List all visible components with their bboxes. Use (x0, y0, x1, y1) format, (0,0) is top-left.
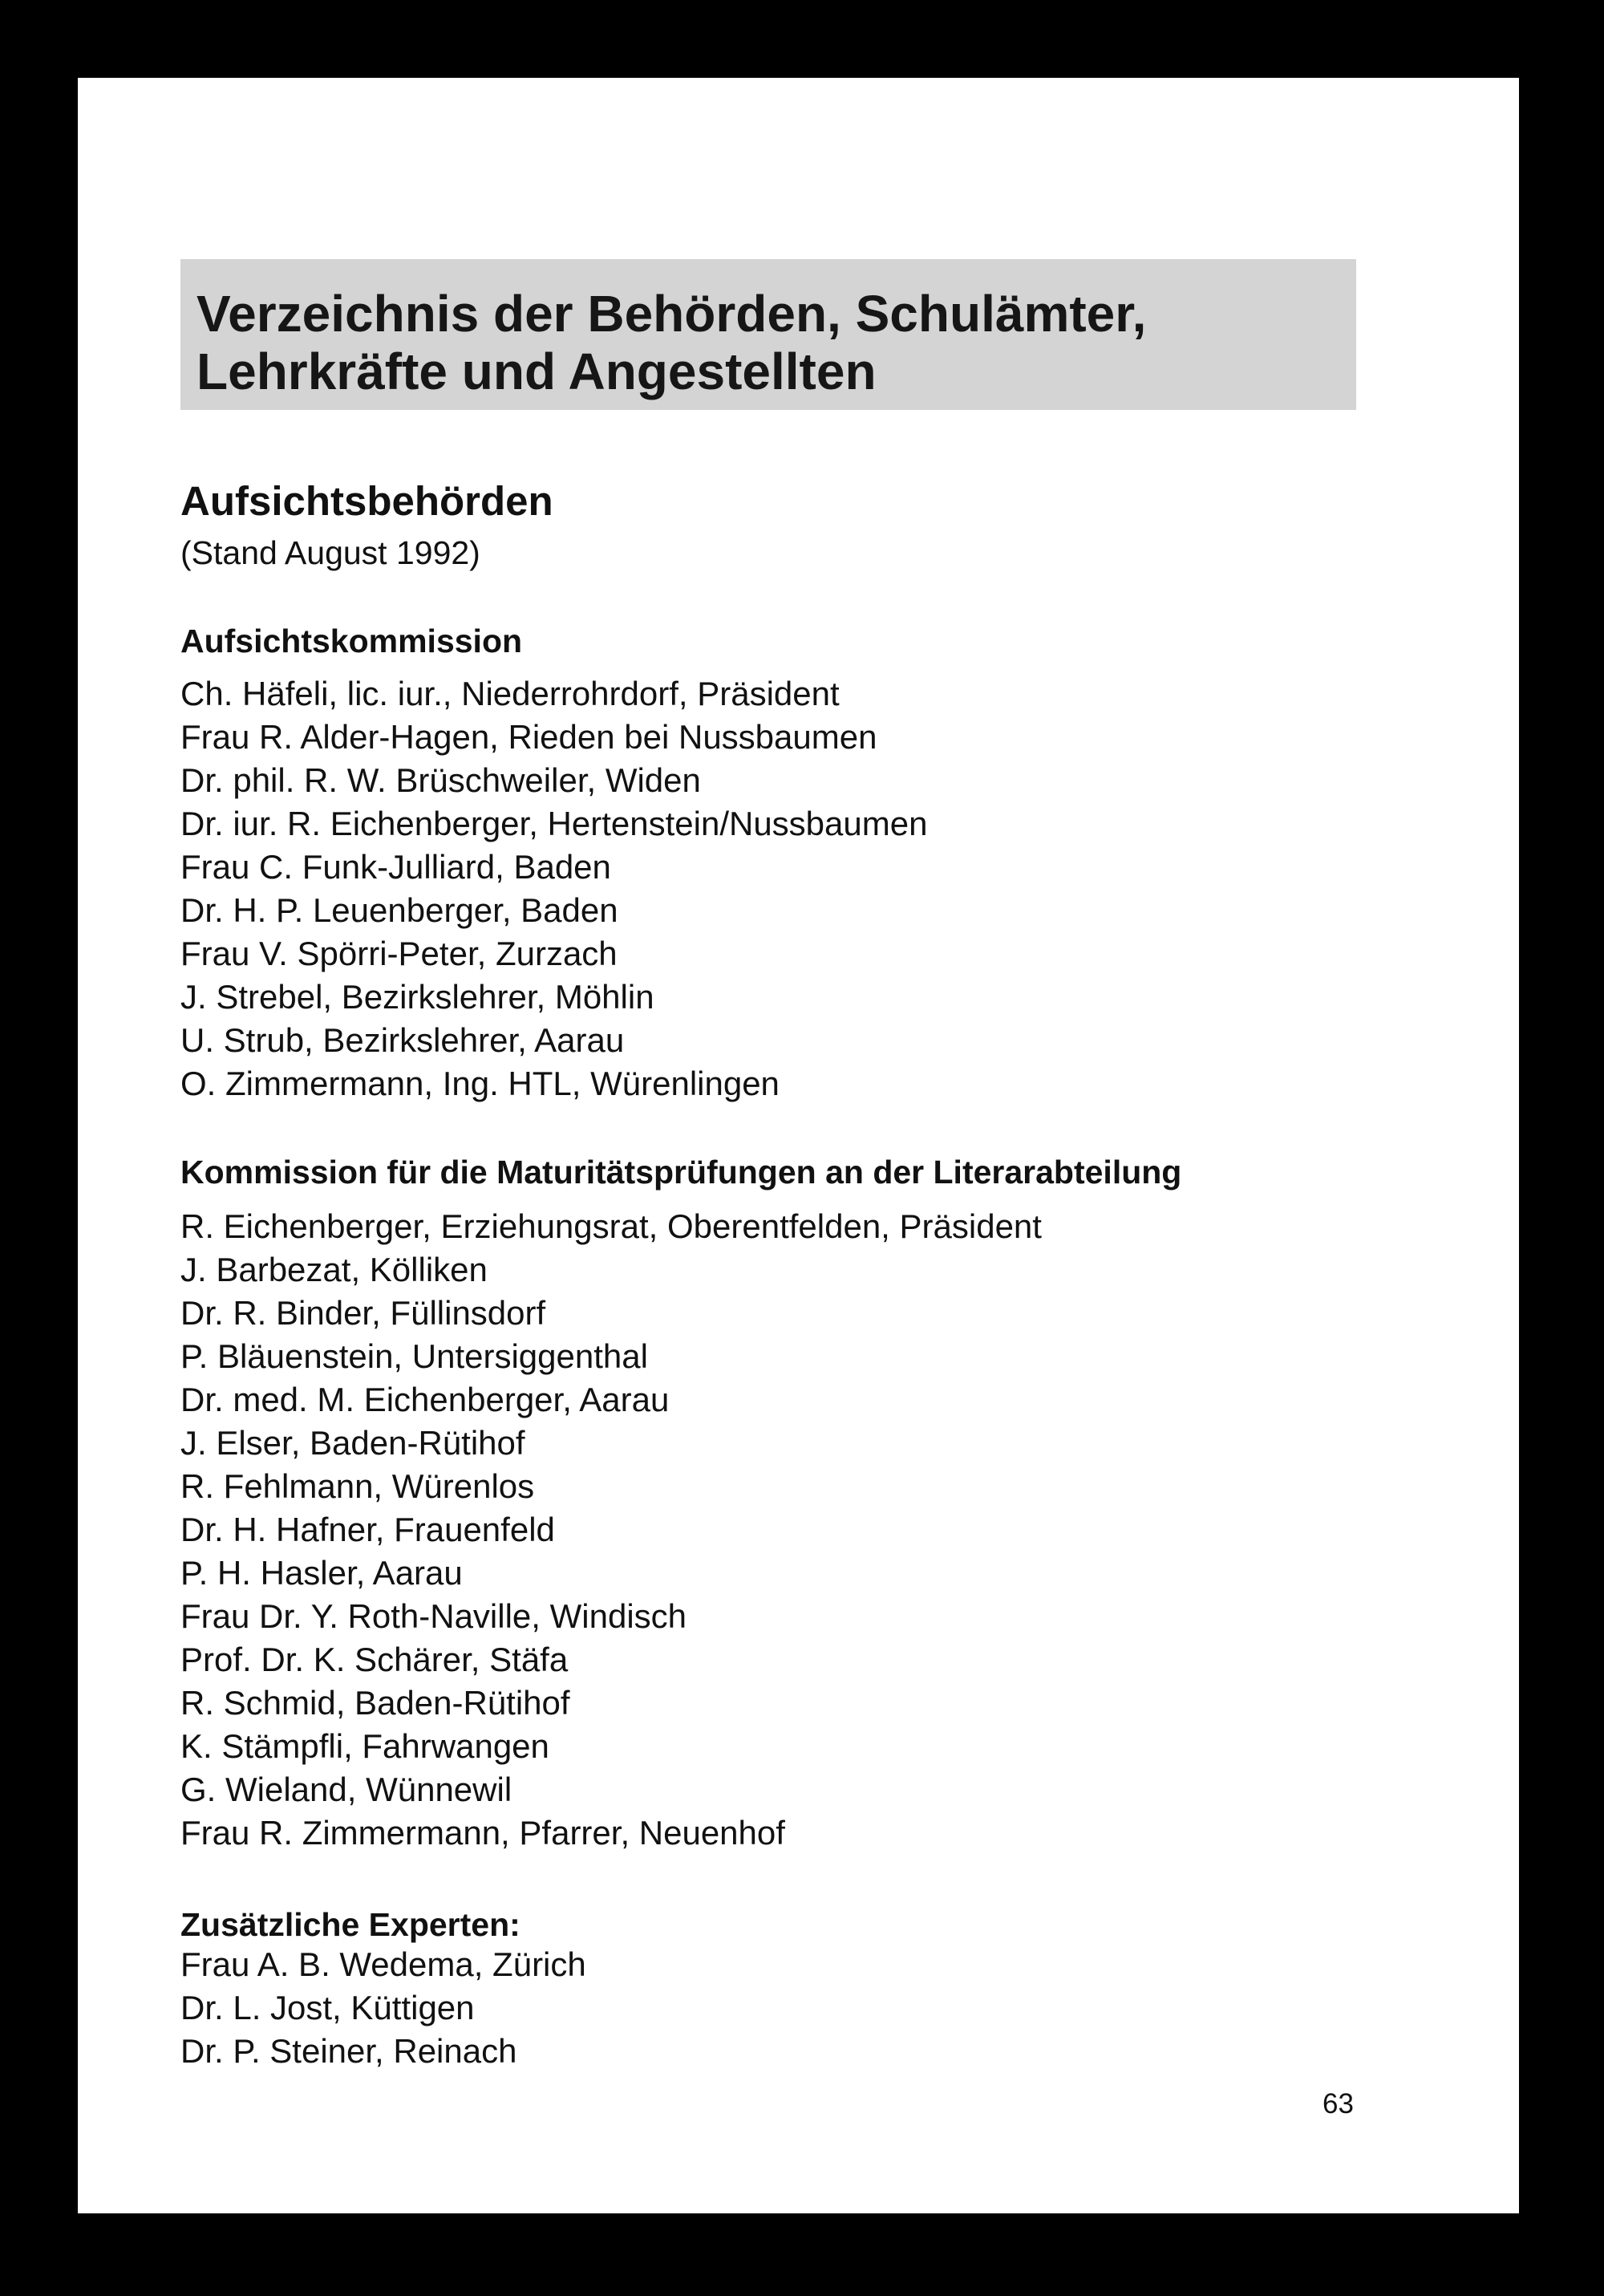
section-title-maturitaetspruefungen: Kommission für die Maturitätsprüfungen an der Literarabteilung (180, 1154, 1182, 1191)
section-title-zusaetzliche-experten: Zusätzliche Experten: (180, 1906, 520, 1943)
list-item: Frau C. Funk-Julliard, Baden (180, 848, 611, 886)
list-item: Frau R. Zimmermann, Pfarrer, Neuenhof (180, 1814, 785, 1852)
aufsichtskommission-list (180, 672, 927, 1105)
list-item: J. Elser, Baden-Rütihof (180, 1424, 525, 1462)
list-item: Ch. Häfeli, lic. iur., Niederrohrdorf, Präsident (180, 675, 840, 712)
list-item: R. Fehlmann, Würenlos (180, 1467, 535, 1505)
zusaetzliche-experten-list (180, 1943, 586, 2073)
list-item: Dr. P. Steiner, Reinach (180, 2032, 517, 2070)
maturitaetspruefungen-list (180, 1205, 1042, 1855)
heading-aufsichtsbehoerden: Aufsichtsbehörden (180, 478, 553, 524)
list-item: Prof. Dr. K. Schärer, Stäfa (180, 1641, 569, 1678)
list-item: J. Barbezat, Kölliken (180, 1251, 488, 1288)
list-item: Frau V. Spörri-Peter, Zurzach (180, 935, 618, 972)
list-item: G. Wieland, Wünnewil (180, 1771, 512, 1808)
list-item: Frau A. B. Wedema, Zürich (180, 1945, 586, 1983)
title-line-2: Lehrkräfte und Angestellten (196, 343, 877, 400)
list-item: R. Eichenberger, Erziehungsrat, Oberentfelden, Präsident (180, 1207, 1042, 1245)
list-item: Dr. H. P. Leuenberger, Baden (180, 891, 618, 929)
list-item: P. Bläuenstein, Untersiggenthal (180, 1337, 648, 1375)
document-page (78, 78, 1519, 2213)
list-item: O. Zimmermann, Ing. HTL, Würenlingen (180, 1065, 780, 1102)
list-item: Dr. L. Jost, Küttigen (180, 1989, 475, 2026)
list-item: Frau Dr. Y. Roth-Naville, Windisch (180, 1597, 687, 1635)
list-item: Dr. iur. R. Eichenberger, Hertenstein/Nussbaumen (180, 805, 928, 842)
list-item: Dr. med. M. Eichenberger, Aarau (180, 1381, 670, 1418)
list-item: U. Strub, Bezirkslehrer, Aarau (180, 1021, 625, 1059)
list-item: R. Schmid, Baden-Rütihof (180, 1684, 570, 1722)
section-title-aufsichtskommission: Aufsichtskommission (180, 623, 523, 659)
list-item: Dr. R. Binder, Füllinsdorf (180, 1294, 546, 1332)
subheading-stand: (Stand August 1992) (180, 534, 480, 571)
list-item: Dr. H. Hafner, Frauenfeld (180, 1511, 555, 1548)
page-number: 63 (1322, 2088, 1354, 2120)
list-item: Frau R. Alder-Hagen, Rieden bei Nussbaumen (180, 718, 877, 756)
list-item: J. Strebel, Bezirkslehrer, Möhlin (180, 978, 654, 1016)
title-line-1: Verzeichnis der Behörden, Schulämter, (196, 285, 1147, 343)
title-banner (180, 259, 1356, 410)
list-item: Dr. phil. R. W. Brüschweiler, Widen (180, 761, 701, 799)
list-item: K. Stämpfli, Fahrwangen (180, 1727, 549, 1765)
list-item: P. H. Hasler, Aarau (180, 1554, 463, 1592)
